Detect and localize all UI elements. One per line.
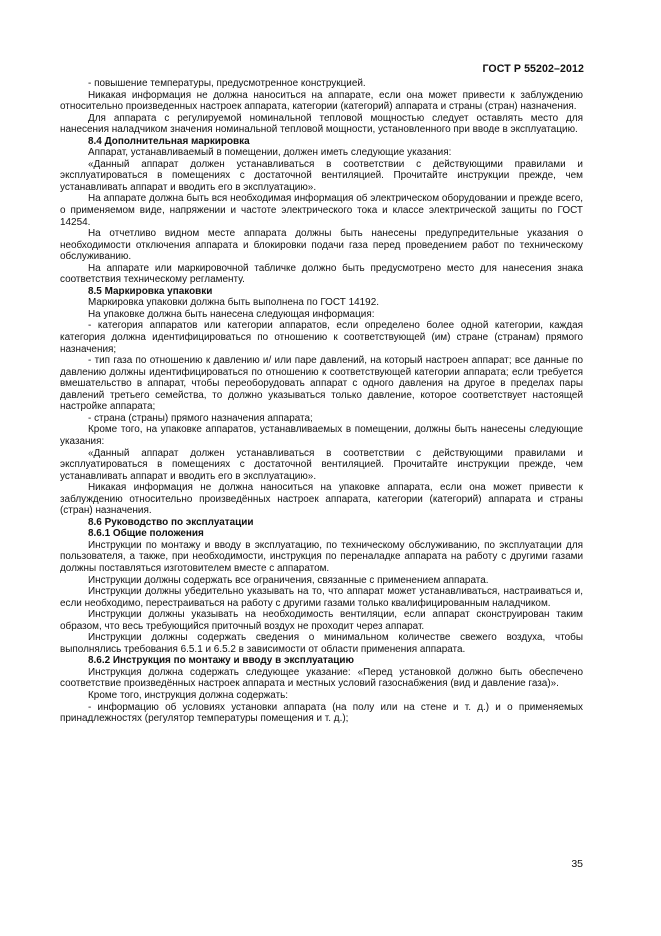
section-heading: 8.6.2 Инструкция по монтажу и вводу в эксплуатацию <box>88 655 355 667</box>
paragraph: На аппарате или маркировочной табличке должно быть предусмотрено место для нанесения знака соответствия техническому регламенту. <box>60 262 583 286</box>
paragraph: На отчетливо видном месте аппарата должны быть нанесены предупредительные указания о необходимости отключения аппарата и блокировки подачи газа перед проведением работ по техническому обслуживанию. <box>60 228 583 263</box>
paragraph: Инструкции должны содержать все ограничения, связанные с применением аппарата. <box>88 574 489 586</box>
page-number: 35 <box>571 858 583 870</box>
section-heading: 8.6.1 Общие положения <box>88 528 204 540</box>
paragraph: - категория аппаратов или категории аппаратов, если определено более одной категории, каждая категория должна идентифицироваться по отношению к соответствующей (им) стране (странам) прямого назначения; <box>60 320 583 355</box>
paragraph: Кроме того, на упаковке аппаратов, устанавливаемых в помещении, должны быть нанесены следующие указания: <box>60 424 583 447</box>
paragraph: - повышение температуры, предусмотренное конструкцией. <box>88 78 366 89</box>
paragraph: Инструкции должны указывать на необходимость вентиляции, если аппарат сконструирован таким образом, что весь требующийся приточный воздух не проходит через аппарат. <box>60 609 583 632</box>
paragraph: - страна (страны) прямого назначения аппарата; <box>88 412 313 424</box>
paragraph: Для аппарата с регулируемой номинальной тепловой мощностью следует оставлять место для нанесения наладчиком значения номинальной тепловой мощности, установленного при вводе в эксплуатацию. <box>60 112 583 136</box>
paragraph: - информацию об условиях установки аппарата (на полу или на стене и т. д.) и о применяемых принадлежностях (регулятор температуры помещения и т. д.); <box>60 701 583 725</box>
paragraph: Аппарат, устанавливаемый в помещении, должен иметь следующие указания: <box>88 147 452 159</box>
paragraph: «Данный аппарат должен устанавливаться в соответствии с действующими правилами и эксплуатироваться в помещениях с достаточной вентиляцией. Прочитайте инструкции прежде, чем устанавливать аппарат и вводить его в эксплуатацию». <box>60 447 583 482</box>
section-heading: 8.6 Руководство по эксплуатации <box>88 516 254 528</box>
paragraph: Никакая информация не должна наноситься на аппарате, если она может привести к заблуждению относительно произведенных настроек аппарата, категории (категорий) аппарата и страны (стран) назначения. <box>60 89 583 113</box>
paragraph: Никакая информация не должна наноситься на упаковке аппарата, если она может привести к заблуждению относительно произведённых настроек аппарата, категории (категорий) аппарата и страны (стран) назначения. <box>60 482 583 517</box>
document-id-header: ГОСТ Р 55202–2012 <box>482 63 584 75</box>
paragraph: «Данный аппарат должен устанавливаться в соответствии с действующими правилами и эксплуатироваться в помещениях с достаточной вентиляцией. Прочитайте инструкции прежде, чем устанавливать аппарат и вводить его в эксплуатацию». <box>60 158 583 193</box>
paragraph: Инструкции должны убедительно указывать на то, что аппарат может устанавливаться, настраиваться и, если необходимо, перестраиваться на работу с другими газами только квалифицированным наладчиком. <box>60 586 583 609</box>
paragraph: Маркировка упаковки должна быть выполнена по ГОСТ 14192. <box>88 297 379 309</box>
paragraph: - тип газа по отношению к давлению и/ или паре давлений, на который настроен аппарат; все данные по давлению должны идентифицироваться по отношению к соответствующей категории аппарата; если требуется вмешательство в аппарат, чтобы переоборудовать аппарат с одного давления на другое в пределах пары давлений третьего семейства, то должно указываться только давление, которое соответствует настоящей настройке аппарата; <box>60 355 583 413</box>
paragraph: Кроме того, инструкция должна содержать: <box>88 689 289 701</box>
paragraph: На аппарате должна быть вся необходимая информация об электрическом оборудовании и прежде всего, о применяемом виде, напряжении и частоте электрического тока и классе электрической защиты по ГОСТ 14254. <box>60 193 583 228</box>
paragraph: Инструкции должны содержать сведения о минимальном количестве свежего воздуха, чтобы выполнялись требования 6.5.1 и 6.5.2 в зависимости от области применения аппарата. <box>60 632 583 655</box>
paragraph: Инструкция должна содержать следующее указание: «Перед установкой должно быть обеспечено соответствие произведённых настроек аппарата и местных условий газоснабжения (вид и давление газа)». <box>60 666 583 690</box>
paragraph: На упаковке должна быть нанесена следующая информация: <box>88 308 375 320</box>
section-heading: 8.5 Маркировка упаковки <box>88 285 213 297</box>
section-heading: 8.4 Дополнительная маркировка <box>88 135 250 147</box>
document-body <box>60 78 583 725</box>
paragraph: Инструкции по монтажу и вводу в эксплуатацию, по техническому обслуживанию, по эксплуатации для пользователя, а также, при необходимости, инструкция по переналадке аппарата на работу с другими газами должны поставляться изготовителем вместе с аппаратом. <box>60 539 583 574</box>
